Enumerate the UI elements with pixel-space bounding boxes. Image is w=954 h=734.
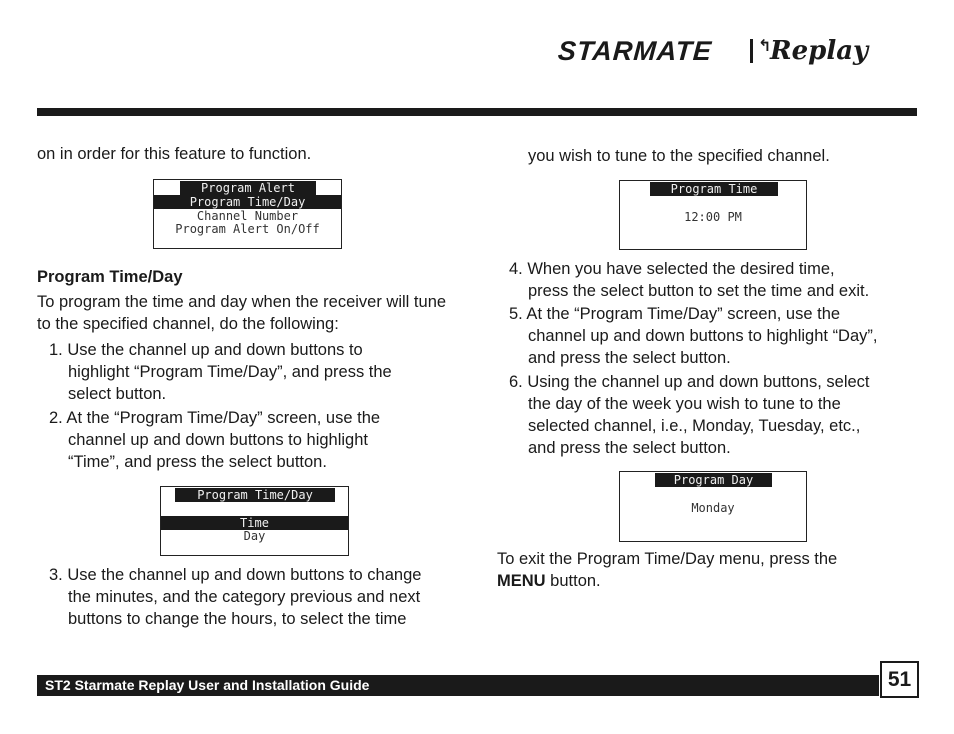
exit-line-2 <box>497 570 601 592</box>
step-1-line-1: 1. Use the channel up and down buttons to <box>49 341 363 359</box>
brand-starmate: STARMATE <box>556 36 714 66</box>
lcd-title: Program Day <box>655 473 772 487</box>
step-4-line-1: 4. When you have selected the desired time, <box>509 260 835 278</box>
brand-logo <box>558 36 918 70</box>
lcd-row-highlighted: Time <box>161 516 348 530</box>
step-6-line-2: the day of the week you wish to tune to the <box>528 395 841 413</box>
step-6-line-1: 6. Using the channel up and down buttons, select <box>509 373 870 391</box>
lcd-row: Channel Number <box>196 209 299 223</box>
step-6-line-4: and press the select button. <box>528 439 731 457</box>
step-3-continued: you wish to tune to the specified channel. <box>528 147 830 165</box>
step-2-line-2: channel up and down buttons to highlight <box>68 431 368 449</box>
logo-separator <box>750 39 753 63</box>
footer-title: ST2 Starmate Replay User and Installation Guide <box>45 677 370 693</box>
menu-keyword: MENU <box>497 572 546 590</box>
section-heading: Program Time/Day <box>37 268 183 286</box>
lcd-screen-program-time <box>619 180 807 250</box>
step-5-line-3: and press the select button. <box>528 349 731 367</box>
lcd-title: Program Time <box>650 182 778 196</box>
step-2-line-3: “Time”, and press the select button. <box>68 453 327 471</box>
exit-line-1: To exit the Program Time/Day menu, press the <box>497 550 838 568</box>
step-1-line-2: highlight “Program Time/Day”, and press the <box>68 363 392 381</box>
exit-rest: button. <box>545 572 601 590</box>
step-3-line-3: buttons to change the hours, to select the time <box>68 610 407 628</box>
lcd-screen-program-day <box>619 471 807 542</box>
step-5-line-1: 5. At the “Program Time/Day” screen, use the <box>509 305 841 323</box>
step-5-line-2: channel up and down buttons to highlight “Day”, <box>528 327 878 345</box>
step-3-line-2: the minutes, and the category previous and next <box>68 588 421 606</box>
lcd-row: Day <box>243 529 266 543</box>
header-rule <box>37 108 917 116</box>
lcd-row: Program Alert On/Off <box>175 222 320 236</box>
brand-replay: Replay <box>770 36 869 66</box>
lcd-day-value: Monday <box>691 501 735 515</box>
lcd-screen-program-alert <box>153 179 342 249</box>
section-paragraph: To program the time and day when the receiver will tune to the specified channel, do the following: <box>37 293 447 333</box>
lcd-title: Program Time/Day <box>175 488 335 502</box>
page-number: 51 <box>880 661 919 698</box>
step-2-line-1: 2. At the “Program Time/Day” screen, use the <box>49 409 381 427</box>
step-4-line-2: press the select button to set the time and exit. <box>528 282 870 300</box>
step-1-line-3: select button. <box>68 385 167 403</box>
step-6-line-3: selected channel, i.e., Monday, Tuesday, etc., <box>528 417 861 435</box>
lcd-row-highlighted: Program Time/Day <box>154 195 341 209</box>
lcd-screen-program-time-day <box>160 486 349 556</box>
lcd-title: Program Alert <box>180 181 316 195</box>
intro-text: on in order for this feature to function. <box>37 145 312 163</box>
lcd-time-value: 12:00 PM <box>684 210 742 224</box>
back-arrow-icon: ↰ <box>758 38 772 55</box>
footer-bar <box>37 675 879 696</box>
step-3-line-1: 3. Use the channel up and down buttons to change <box>49 566 422 584</box>
